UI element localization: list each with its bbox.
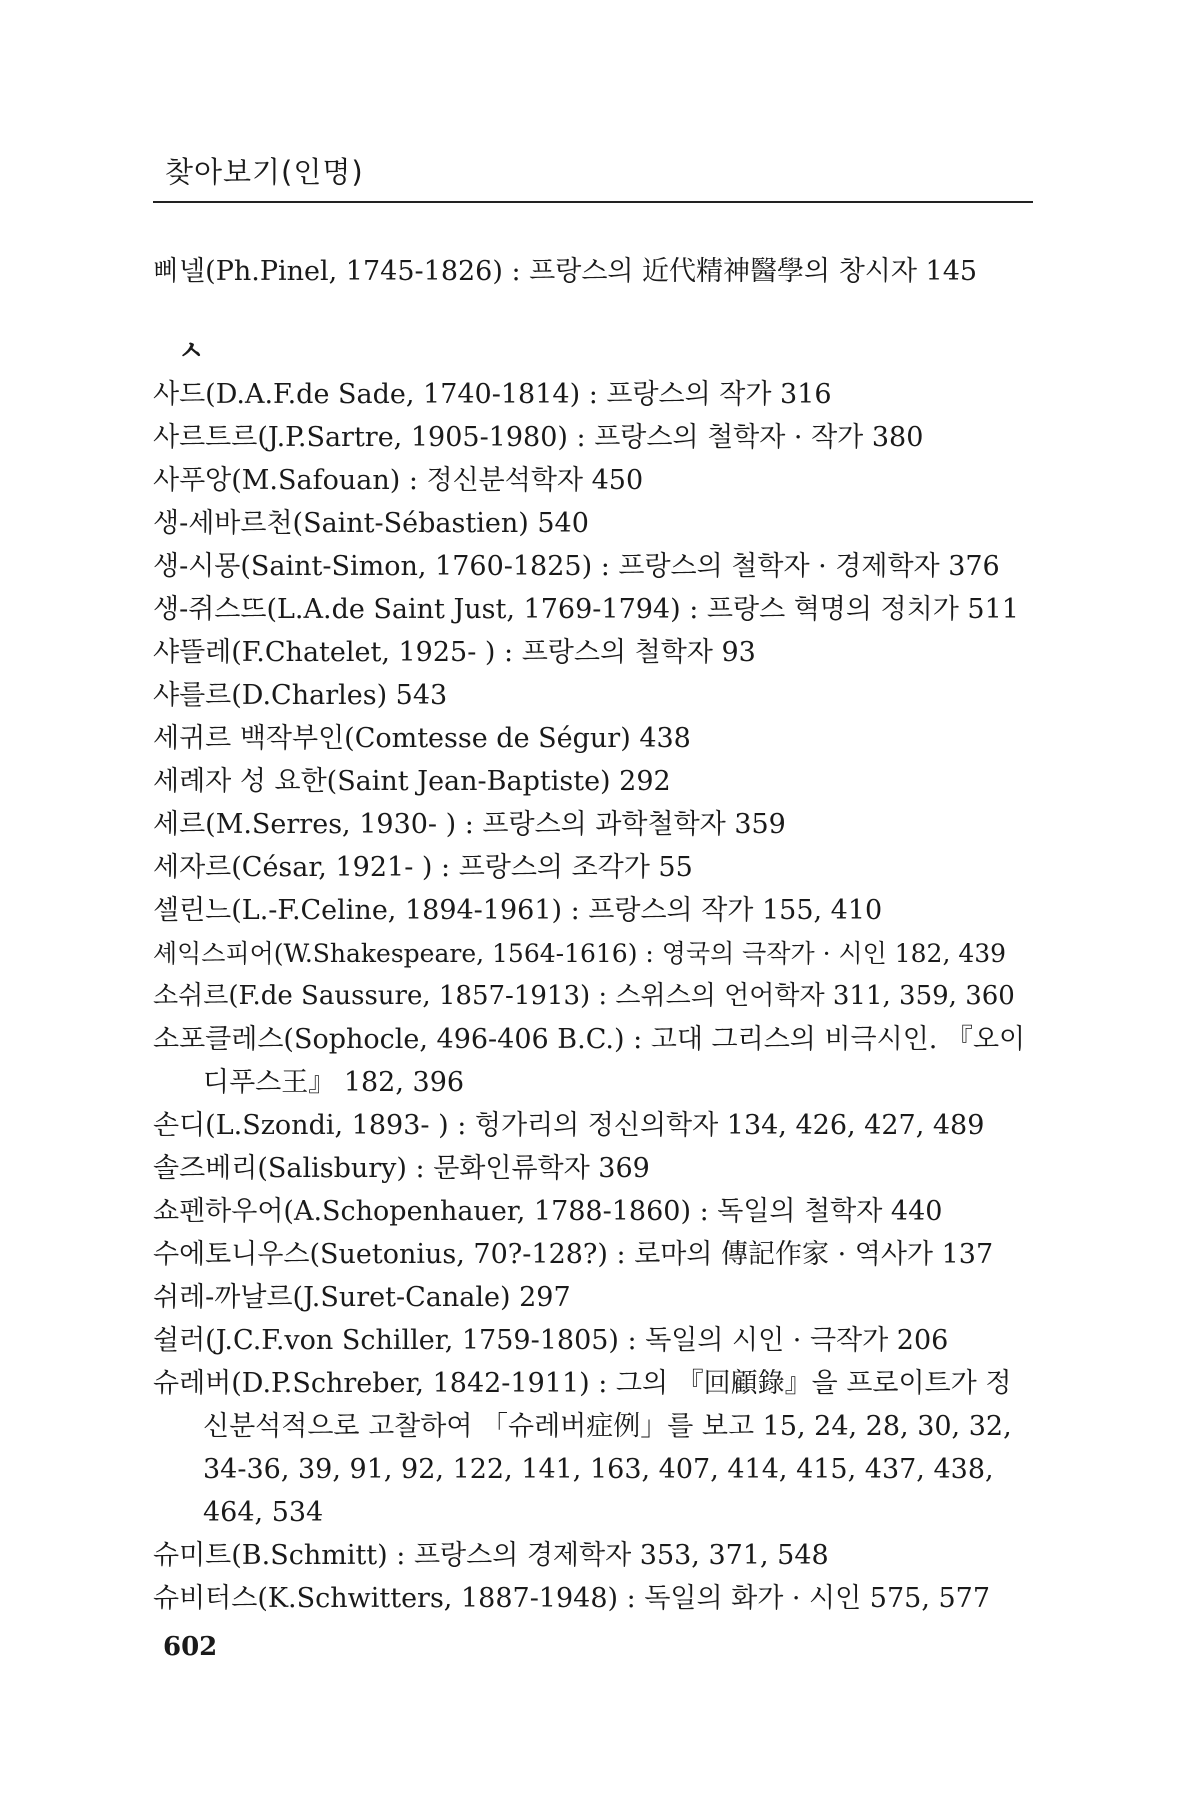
index-entry: 세례자 성 요한(Saint Jean-Baptiste) 292 xyxy=(153,766,671,797)
index-entry: 생-시몽(Saint-Simon, 1760-1825) : 프랑스의 철학자 · 경제학자 376 xyxy=(153,551,1000,582)
section-letter-heading: ㅅ xyxy=(178,336,205,367)
index-entry: 사드(D.A.F.de Sade, 1740-1814) : 프랑스의 작가 316 xyxy=(153,379,832,410)
index-entry-pinel: 삐넬(Ph.Pinel, 1745-1826) : 프랑스의 近代精神醫學의 창시자 145 xyxy=(153,256,978,287)
index-entry: 슈미트(B.Schmitt) : 프랑스의 경제학자 353, 371, 548 xyxy=(153,1540,829,1571)
index-entry: 쇼펜하우어(A.Schopenhauer, 1788-1860) : 독일의 철학자 440 xyxy=(153,1196,943,1227)
index-entry: 솔즈베리(Salisbury) : 문화인류학자 369 xyxy=(153,1153,650,1184)
index-entry: 세르(M.Serres, 1930- ) : 프랑스의 과학철학자 359 xyxy=(153,809,786,840)
index-entry: 슈레버(D.P.Schreber, 1842-1911) : 그의 『回顧錄』을 프로이트가 정신분석적으로 고찰하여 「슈레버症例」를 보고 15, 24, 28, 30, 32, 34-36, 39, 91, 92, 122, 141, 163, 407, 414, 415, 437, 438, 464, 534 xyxy=(153,1368,1012,1528)
index-entry: 수에토니우스(Suetonius, 70?-128?) : 로마의 傳記作家 · 역사가 137 xyxy=(153,1239,994,1270)
index-entry: 생-세바르천(Saint-Sébastien) 540 xyxy=(153,508,589,539)
running-head-title: 찾아보기(인명) xyxy=(165,155,364,189)
index-entry: 소쉬르(F.de Saussure, 1857-1913) : 스위스의 언어학자 311, 359, 360 xyxy=(153,981,1015,1011)
index-entry: 셀린느(L.-F.Celine, 1894-1961) : 프랑스의 작가 155, 410 xyxy=(153,895,883,926)
index-entry: 손디(L.Szondi, 1893- ) : 헝가리의 정신의학자 134, 426, 427, 489 xyxy=(153,1110,985,1141)
page-number: 602 xyxy=(163,1632,218,1662)
index-entry: 쉴러(J.C.F.von Schiller, 1759-1805) : 독일의 시인 · 극작가 206 xyxy=(153,1325,949,1356)
index-entry: 생-쥐스뜨(L.A.de Saint Just, 1769-1794) : 프랑스 혁명의 정치가 511 xyxy=(153,594,1019,625)
index-entry: 셰익스피어(W.Shakespeare, 1564-1616) : 영국의 극작가 · 시인 182, 439 xyxy=(153,939,1007,968)
index-entry: 사푸앙(M.Safouan) : 정신분석학자 450 xyxy=(153,465,644,496)
header-divider xyxy=(153,201,1033,203)
index-entry: 쉬레-까날르(J.Suret-Canale) 297 xyxy=(153,1282,571,1313)
index-entry: 세자르(César, 1921- ) : 프랑스의 조각가 55 xyxy=(153,852,693,883)
index-entries-list xyxy=(153,250,1033,1620)
index-entry: 샤뜰레(F.Chatelet, 1925- ) : 프랑스의 철학자 93 xyxy=(153,637,756,668)
index-entry: 샤를르(D.Charles) 543 xyxy=(153,680,448,711)
index-entry: 사르트르(J.P.Sartre, 1905-1980) : 프랑스의 철학자 · 작가 380 xyxy=(153,422,924,453)
index-entry: 슈비터스(K.Schwitters, 1887-1948) : 독일의 화가 · 시인 575, 577 xyxy=(153,1583,991,1614)
index-entry: 소포클레스(Sophocle, 496-406 B.C.) : 고대 그리스의 비극시인. 『오이디푸스王』 182, 396 xyxy=(153,1024,1026,1098)
index-entry: 세귀르 백작부인(Comtesse de Ségur) 438 xyxy=(153,723,691,754)
